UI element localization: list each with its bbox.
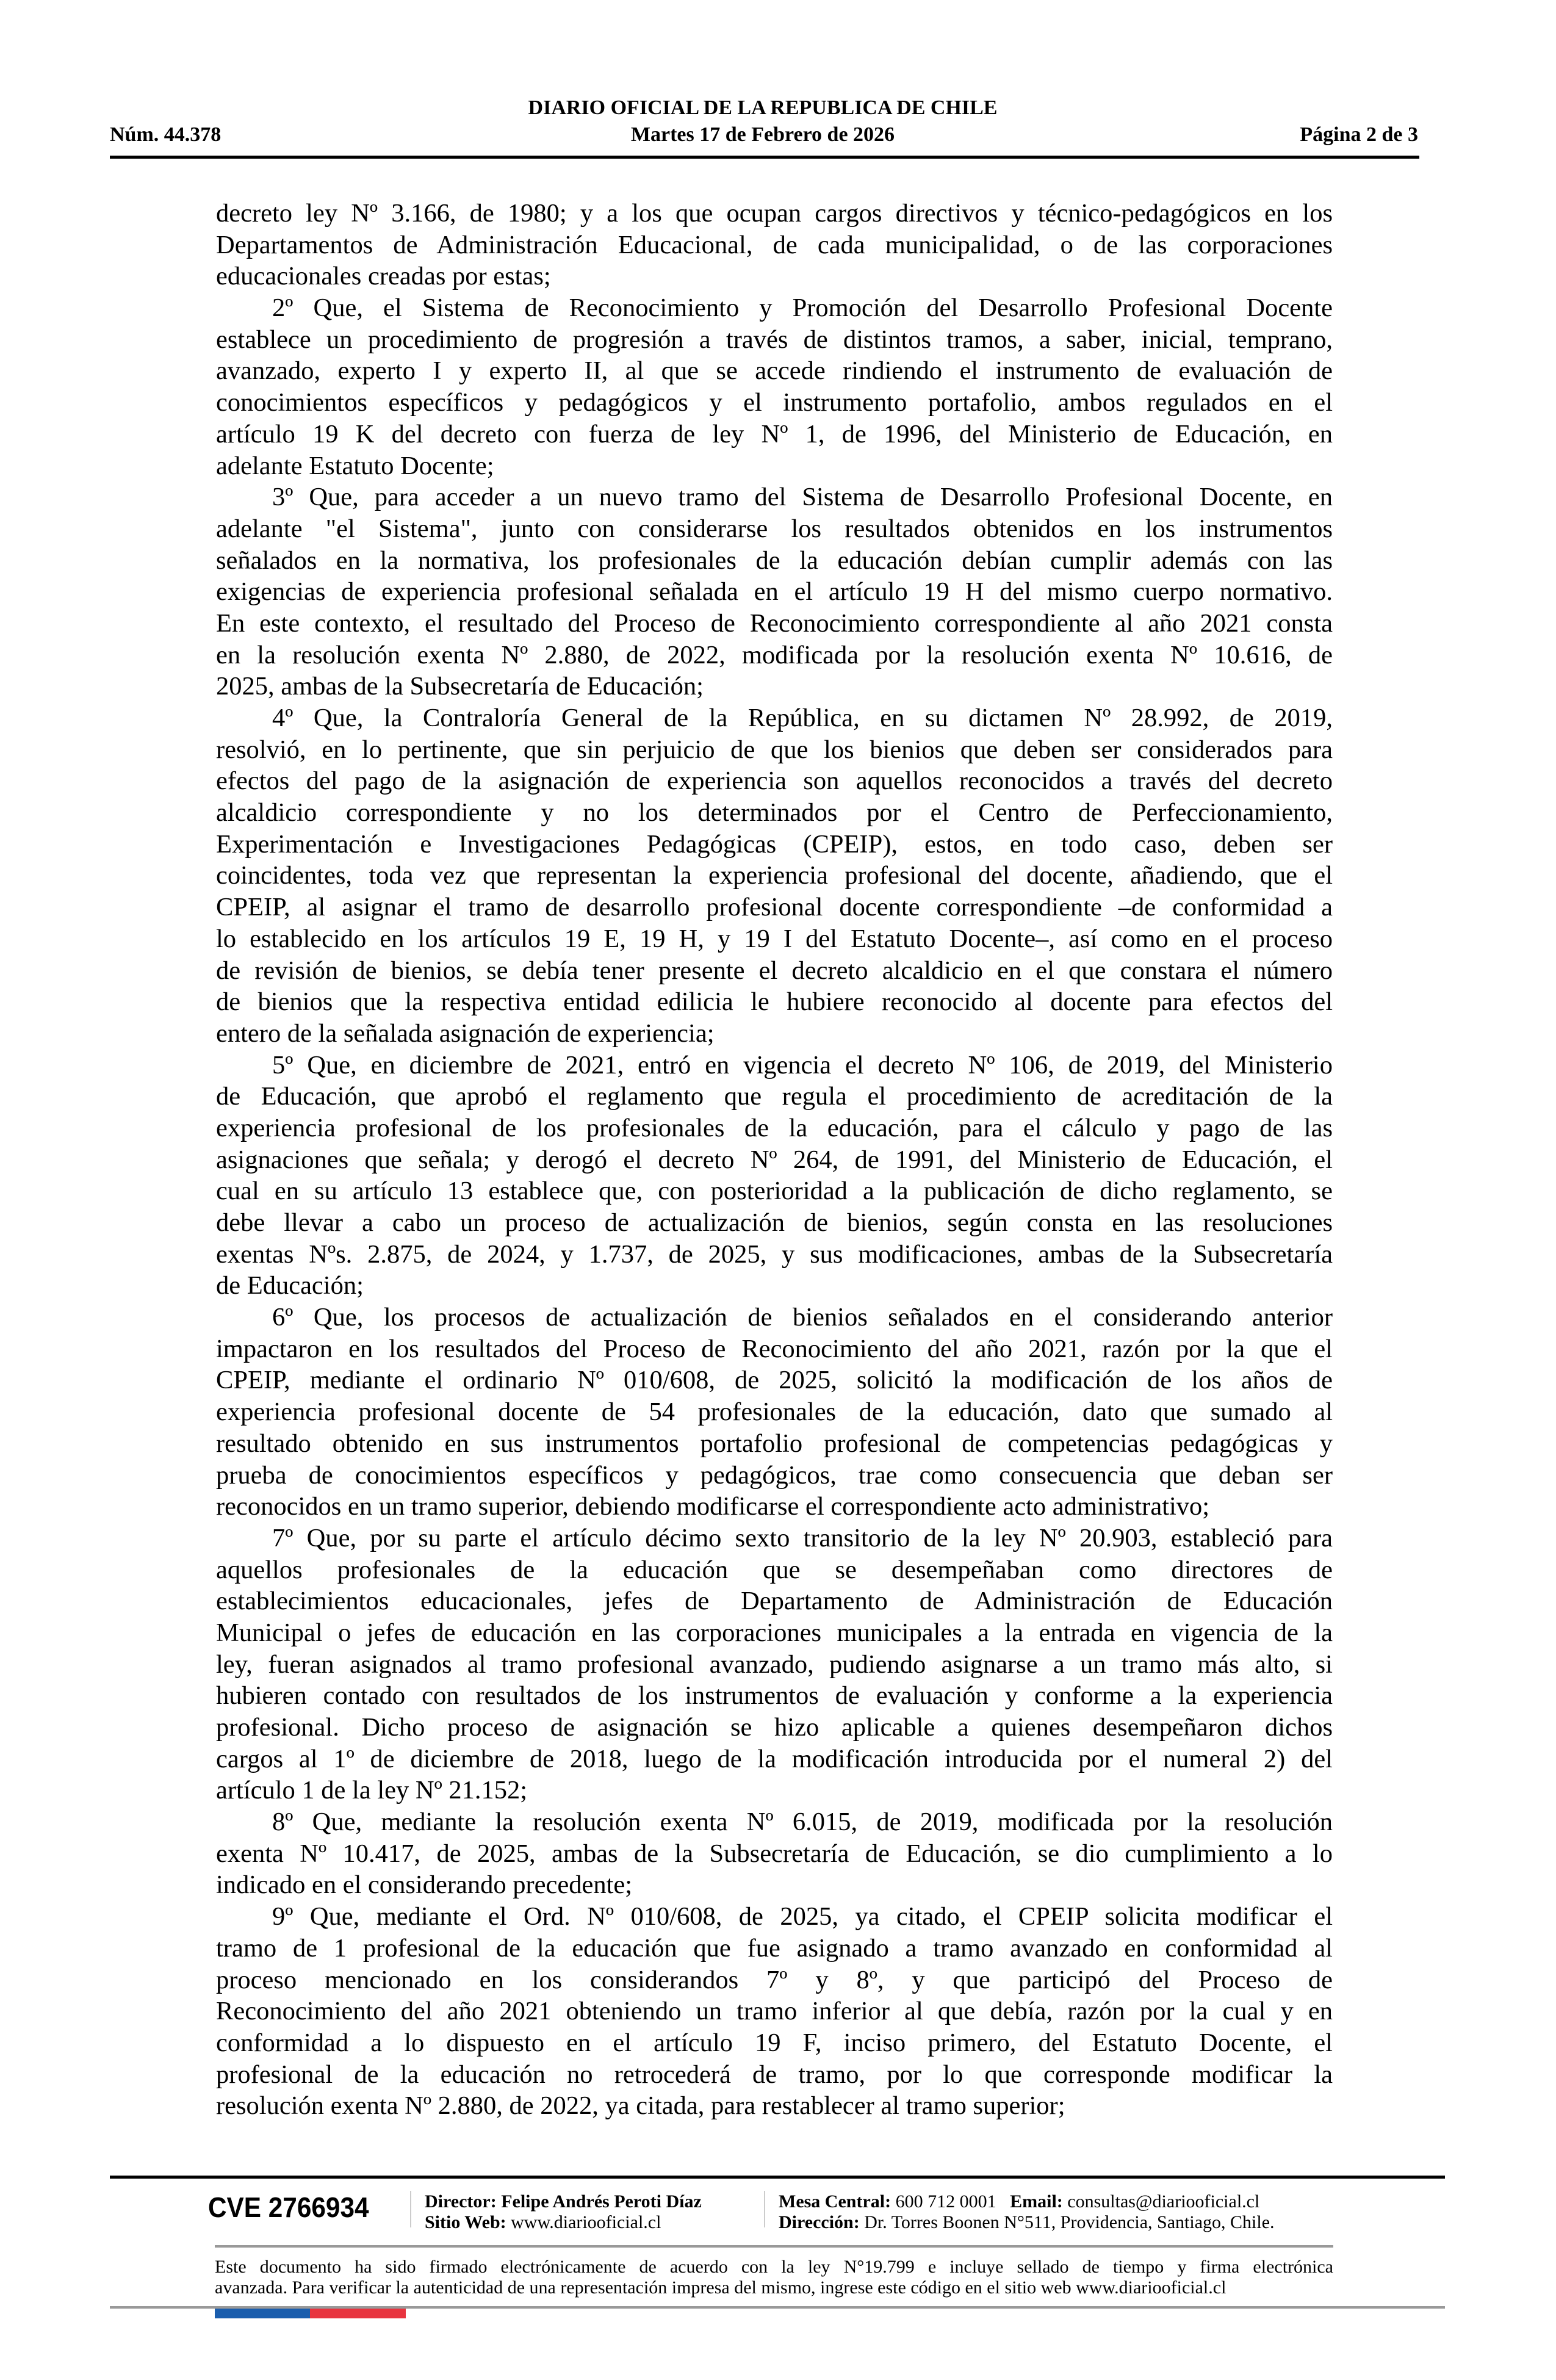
paragraph-line: decreto ley Nº 3.166, de 1980; y a los que ocupan cargos directivos y técnico-pedagógicos en los bbox=[216, 199, 1333, 228]
paragraph-line: proceso mencionado en los considerandos 7º y 8º, y que participó del Proceso de bbox=[216, 1965, 1333, 1994]
paragraph bbox=[216, 1523, 1333, 1806]
paragraph-line: indicado en el considerando precedente; bbox=[216, 1870, 633, 1900]
paragraph-line: de Educación; bbox=[216, 1271, 364, 1300]
paragraph-line: 4º Que, la Contraloría General de la República, en su dictamen Nº 28.992, de 2019, bbox=[272, 704, 1333, 732]
paragraph-line: resultado obtenido en sus instrumentos portafolio profesional de competencias pedagógicas y bbox=[216, 1429, 1333, 1458]
paragraph bbox=[216, 1901, 1333, 2122]
paragraph-line: coincidentes, toda vez que representan la experiencia profesional del docente, añadiendo, que el bbox=[216, 861, 1333, 890]
paragraph bbox=[216, 292, 1333, 481]
paragraph-line: tramo de 1 profesional de la educación que fue asignado a tramo avanzado en conformidad al bbox=[216, 1933, 1333, 1963]
paragraph-line: experiencia profesional docente de 54 profesionales de la educación, dato que sumado al bbox=[216, 1397, 1333, 1427]
flag-stripe-red bbox=[310, 2309, 406, 2318]
paragraph bbox=[216, 481, 1333, 702]
website-label: Sitio Web: bbox=[425, 2212, 506, 2232]
paragraph-line: 9º Que, mediante el Ord. Nº 010/608, de 2025, ya citado, el CPEIP solicita modificar el bbox=[272, 1902, 1333, 1931]
paragraph-line: Municipal o jefes de educación en las corporaciones municipales a la entrada en vigencia de la bbox=[216, 1618, 1333, 1647]
paragraph-line: establece un procedimiento de progresión a través de distintos tramos, a saber, inicial, temprano, bbox=[216, 325, 1333, 354]
page-indicator: Página 2 de 3 bbox=[1300, 123, 1418, 146]
paragraph-line: adelante Estatuto Docente; bbox=[216, 451, 494, 480]
paragraph bbox=[216, 1302, 1333, 1523]
paragraph-line: resolvió, en lo pertinente, que sin perjuicio de que los bienios que deben ser considerados para bbox=[216, 735, 1333, 764]
director-label: Director: bbox=[425, 2191, 497, 2212]
footer-separator bbox=[410, 2191, 411, 2227]
paragraph-line: 7º Que, por su parte el artículo décimo sexto transitorio de la ley Nº 20.903, estableció para bbox=[272, 1523, 1333, 1552]
paragraph-line: artículo 1 de la ley Nº 21.152; bbox=[216, 1776, 528, 1805]
paragraph-line: avanzado, experto I y experto II, al que se accede rindiendo el instrumento de evaluación de bbox=[216, 356, 1333, 386]
paragraph-line: profesional. Dicho proceso de asignación se hizo aplicable a quienes desempeñaron dichos bbox=[216, 1713, 1333, 1742]
address-info bbox=[779, 2212, 1275, 2233]
paragraph bbox=[216, 1806, 1333, 1901]
paragraph-line: artículo 19 K del decreto con fuerza de ley Nº 1, de 1996, del Ministerio de Educación, en bbox=[216, 419, 1333, 449]
footer-divider bbox=[215, 2245, 1333, 2248]
paragraph-line: reconocidos en un tramo superior, debiendo modificarse el correspondiente acto administrativo; bbox=[216, 1492, 1210, 1521]
paragraph-line: impactaron en los resultados del Proceso de Reconocimiento del año 2021, razón por la que el bbox=[216, 1334, 1333, 1363]
paragraph bbox=[216, 702, 1333, 1050]
disclaimer-line: Este documento ha sido firmado electrónicamente de acuerdo con la ley N°19.799 e incluye sellado de tiempo y firma electrónica bbox=[215, 2257, 1333, 2277]
paragraph-line: 2º Que, el Sistema de Reconocimiento y Promoción del Desarrollo Profesional Docente bbox=[272, 294, 1333, 323]
paragraph-line: 2025, ambas de la Subsecretaría de Educación; bbox=[216, 672, 704, 701]
paragraph-line: hubieren contado con resultados de los instrumentos de evaluación y conforme a la experiencia bbox=[216, 1681, 1333, 1711]
paragraph-line: prueba de conocimientos específicos y pedagógicos, trae como consecuencia que deban ser bbox=[216, 1460, 1333, 1490]
paragraph-line: educacionales creadas por estas; bbox=[216, 262, 551, 291]
paragraph-line: 3º Que, para acceder a un nuevo tramo del Sistema de Desarrollo Profesional Docente, en bbox=[272, 483, 1333, 512]
phone-value: 600 712 0001 bbox=[895, 2191, 996, 2212]
paragraph-line: conformidad a lo dispuesto en el artículo 19 F, inciso primero, del Estatuto Docente, el bbox=[216, 2028, 1333, 2057]
paragraph-line: lo establecido en los artículos 19 E, 19 H, y 19 I del Estatuto Docente–, así como en el proceso bbox=[216, 924, 1333, 953]
paragraph-line: entero de la señalada asignación de experiencia; bbox=[216, 1019, 715, 1048]
paragraph-line: de bienios que la respectiva entidad edilicia le hubiere reconocido al docente para efectos del bbox=[216, 987, 1333, 1017]
paragraph-line: alcaldicio correspondiente y no los determinados por el Centro de Perfeccionamiento, bbox=[216, 798, 1333, 828]
paragraph-line: debe llevar a cabo un proceso de actualización de bienios, según consta en las resoluciones bbox=[216, 1208, 1333, 1237]
paragraph-line: en la resolución exenta Nº 2.880, de 2022, modificada por la resolución exenta Nº 10.616, de bbox=[216, 640, 1333, 669]
paragraph-line: cual en su artículo 13 establece que, con posterioridad a la publicación de dicho reglamento, se bbox=[216, 1177, 1333, 1206]
signature-disclaimer bbox=[215, 2257, 1333, 2298]
paragraph-line: ley, fueran asignados al tramo profesional avanzado, pudiendo asignarse a un tramo más alto, si bbox=[216, 1650, 1333, 1679]
paragraph-line: cargos al 1º de diciembre de 2018, luego de la modificación introducida por el numeral 2) del bbox=[216, 1744, 1333, 1773]
paragraph-line: exigencias de experiencia profesional señalada en el artículo 19 H del mismo cuerpo normativo. bbox=[216, 577, 1333, 607]
contact-info bbox=[779, 2191, 1259, 2212]
issue-number: Núm. 44.378 bbox=[110, 123, 222, 146]
paragraph-line: profesional de la educación no retrocederá de tramo, por lo que corresponde modificar la bbox=[216, 2060, 1333, 2089]
paragraph-line: adelante "el Sistema", junto con considerarse los resultados obtenidos en los instrumentos bbox=[216, 514, 1333, 543]
paragraph-line: establecimientos educacionales, jefes de Departamento de Administración de Educación bbox=[216, 1587, 1333, 1616]
paragraph-line: 8º Que, mediante la resolución exenta Nº 6.015, de 2019, modificada por la resolución bbox=[272, 1808, 1333, 1837]
paragraph-line: conocimientos específicos y pedagógicos y el instrumento portafolio, ambos regulados en el bbox=[216, 388, 1333, 417]
address-value: Dr. Torres Boonen N°511, Providencia, Santiago, Chile. bbox=[864, 2212, 1275, 2232]
paragraph-line: de Educación, que aprobó el reglamento que regula el procedimiento de acreditación de la bbox=[216, 1082, 1333, 1111]
footer-separator bbox=[764, 2191, 765, 2227]
website-link[interactable]: www.diariooficial.cl bbox=[511, 2212, 661, 2232]
header-divider bbox=[110, 156, 1419, 159]
website-info bbox=[425, 2212, 661, 2233]
paragraph-line: CPEIP, al asignar el tramo de desarrollo profesional docente correspondiente –de conformidad a bbox=[216, 893, 1333, 922]
paragraph-line: efectos del pago de la asignación de experiencia son aquellos reconocidos a través del decreto bbox=[216, 766, 1333, 796]
email-link[interactable]: consultas@diariooficial.cl bbox=[1067, 2191, 1260, 2212]
paragraph-line: resolución exenta Nº 2.880, de 2022, ya citada, para restablecer al tramo superior; bbox=[216, 2091, 1065, 2121]
paragraph-line: aquellos profesionales de la educación que se desempeñaban como directores de bbox=[216, 1555, 1333, 1584]
paragraph bbox=[216, 198, 1333, 292]
cve-code: CVE 2766934 bbox=[208, 2191, 369, 2223]
paragraph-line: CPEIP, mediante el ordinario Nº 010/608, de 2025, solicitó la modificación de los años de bbox=[216, 1366, 1333, 1395]
flag-stripe-blue bbox=[215, 2309, 310, 2318]
director-info bbox=[425, 2191, 702, 2212]
paragraph-line: En este contexto, el resultado del Proceso de Reconocimiento correspondiente al año 2021 consta bbox=[216, 608, 1333, 638]
paragraph-line: 5º Que, en diciembre de 2021, entró en vigencia el decreto Nº 106, de 2019, del Ministerio bbox=[272, 1050, 1333, 1080]
paragraph-line: asignaciones que señala; y derogó el decreto Nº 264, de 1991, del Ministerio de Educación, el bbox=[216, 1145, 1333, 1174]
paragraph-line: 6º Que, los procesos de actualización de bienios señalados en el considerando anterior bbox=[272, 1303, 1333, 1332]
paragraph-line: exenta Nº 10.417, de 2025, ambas de la Subsecretaría de Educación, se dio cumplimiento a lo bbox=[216, 1839, 1333, 1868]
footer-divider bbox=[110, 2176, 1445, 2179]
director-name: Felipe Andrés Peroti Díaz bbox=[501, 2191, 702, 2212]
newspaper-title: DIARIO OFICIAL DE LA REPUBLICA DE CHILE bbox=[528, 96, 998, 119]
paragraph-line: Reconocimiento del año 2021 obteniendo un tramo inferior al que debía, razón por la cual y en bbox=[216, 1997, 1333, 2026]
paragraph-line: Experimentación e Investigaciones Pedagógicas (CPEIP), estos, en todo caso, deben ser bbox=[216, 829, 1333, 859]
address-label: Dirección: bbox=[779, 2212, 860, 2232]
paragraph-line: exentas Nºs. 2.875, de 2024, y 1.737, de 2025, y sus modificaciones, ambas de la Subsecretaría bbox=[216, 1239, 1333, 1269]
disclaimer-line: avanzada. Para verificar la autenticidad de una representación impresa del mismo, ingrese este código en el sitio web www.diariooficial.cl bbox=[215, 2277, 1226, 2298]
document-body bbox=[216, 198, 1333, 2122]
paragraph-line: experiencia profesional de los profesionales de la educación, para el cálculo y pago de las bbox=[216, 1113, 1333, 1142]
paragraph-line: de revisión de bienios, se debía tener presente el decreto alcaldicio en el que constara el número bbox=[216, 956, 1333, 985]
email-label: Email: bbox=[1010, 2191, 1063, 2212]
paragraph-line: Departamentos de Administración Educacional, de cada municipalidad, o de las corporaciones bbox=[216, 230, 1333, 259]
phone-label: Mesa Central: bbox=[779, 2191, 891, 2212]
paragraph bbox=[216, 1050, 1333, 1302]
issue-date: Martes 17 de Febrero de 2026 bbox=[630, 123, 895, 146]
paragraph-line: señalados en la normativa, los profesionales de la educación debían cumplir además con las bbox=[216, 546, 1333, 575]
